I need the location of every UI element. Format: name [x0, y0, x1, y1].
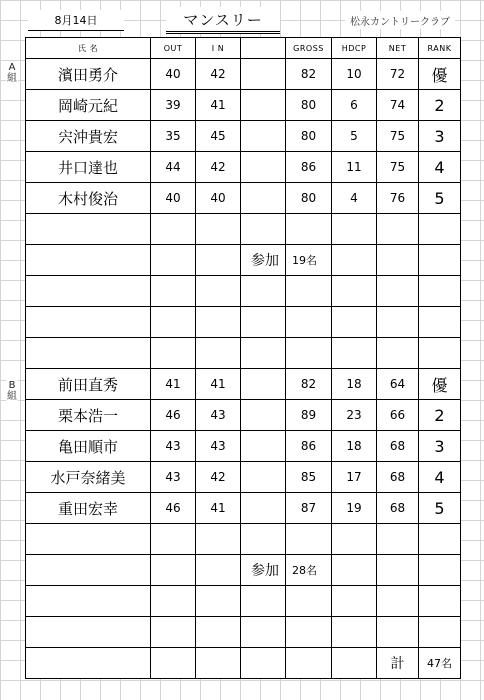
hdcp-value: 5: [332, 121, 377, 152]
empty-row: [26, 524, 461, 555]
col-header-net: NET: [377, 38, 419, 59]
hdcp-value: 18: [332, 369, 377, 400]
rank-value: 優: [419, 59, 461, 90]
empty-row: [26, 617, 461, 648]
player-name: 岡崎元紀: [26, 90, 151, 121]
hdcp-value: 11: [332, 152, 377, 183]
rank-value: 2: [419, 400, 461, 431]
hdcp-value: 6: [332, 90, 377, 121]
participation-count: 19名: [286, 245, 332, 276]
participation-row: [26, 245, 461, 276]
in-score: 41: [196, 369, 241, 400]
gross-score: 89: [286, 400, 332, 431]
table-row: [26, 121, 461, 152]
hdcp-value: 18: [332, 431, 377, 462]
col-header-blank: [241, 38, 286, 59]
page-title: マンスリー: [166, 7, 280, 34]
out-score: 35: [151, 121, 196, 152]
table-row: [26, 90, 461, 121]
out-score: 46: [151, 400, 196, 431]
player-name: 宍沖貴宏: [26, 121, 151, 152]
event-date: 8月14日: [28, 10, 124, 31]
table-row: [26, 152, 461, 183]
player-name: 木村俊治: [26, 183, 151, 214]
player-name: 前田直秀: [26, 369, 151, 400]
hdcp-value: 17: [332, 462, 377, 493]
empty-row: [26, 276, 461, 307]
net-score: 68: [377, 493, 419, 524]
in-score: 43: [196, 431, 241, 462]
total-row: [26, 648, 461, 679]
empty-row: [26, 586, 461, 617]
rank-value: 3: [419, 431, 461, 462]
table-row: [26, 431, 461, 462]
participation-label: 参加: [241, 555, 286, 586]
out-score: 43: [151, 462, 196, 493]
player-name: 井口達也: [26, 152, 151, 183]
out-score: 40: [151, 183, 196, 214]
table-row: [26, 400, 461, 431]
gross-score: 86: [286, 152, 332, 183]
hdcp-value: 10: [332, 59, 377, 90]
group-a-label: A組: [7, 62, 17, 84]
in-score: 45: [196, 121, 241, 152]
out-score: 46: [151, 493, 196, 524]
gross-score: 80: [286, 121, 332, 152]
gross-score: 80: [286, 90, 332, 121]
net-score: 74: [377, 90, 419, 121]
gross-score: 86: [286, 431, 332, 462]
blank-cell: [241, 152, 286, 183]
participation-row: [26, 555, 461, 586]
col-header-out: OUT: [151, 38, 196, 59]
table-row: [26, 59, 461, 90]
table-row: [26, 462, 461, 493]
net-score: 66: [377, 400, 419, 431]
blank-cell: [241, 493, 286, 524]
rank-value: 優: [419, 369, 461, 400]
table-row: [26, 369, 461, 400]
in-score: 42: [196, 462, 241, 493]
in-score: 41: [196, 493, 241, 524]
blank-cell: [241, 369, 286, 400]
out-score: 43: [151, 431, 196, 462]
out-score: 40: [151, 59, 196, 90]
hdcp-value: 4: [332, 183, 377, 214]
rank-value: 2: [419, 90, 461, 121]
blank-cell: [241, 121, 286, 152]
blank-cell: [241, 400, 286, 431]
blank-cell: [241, 183, 286, 214]
player-name: 濱田勇介: [26, 59, 151, 90]
table-row: [26, 183, 461, 214]
participation-count: 28名: [286, 555, 332, 586]
out-score: 39: [151, 90, 196, 121]
hdcp-value: 23: [332, 400, 377, 431]
blank-cell: [241, 90, 286, 121]
table-row: [26, 493, 461, 524]
in-score: 40: [196, 183, 241, 214]
net-score: 68: [377, 431, 419, 462]
rank-value: 3: [419, 121, 461, 152]
gross-score: 82: [286, 59, 332, 90]
results-table: [25, 37, 461, 679]
rank-value: 5: [419, 183, 461, 214]
blank-cell: [241, 431, 286, 462]
rank-value: 5: [419, 493, 461, 524]
player-name: 栗本浩一: [26, 400, 151, 431]
in-score: 41: [196, 90, 241, 121]
player-name: 重田宏幸: [26, 493, 151, 524]
rank-value: 4: [419, 152, 461, 183]
col-header-hdcp: HDCP: [332, 38, 377, 59]
net-score: 75: [377, 152, 419, 183]
blank-cell: [241, 59, 286, 90]
col-header-in: I N: [196, 38, 241, 59]
out-score: 44: [151, 152, 196, 183]
col-header-rank: RANK: [419, 38, 461, 59]
in-score: 42: [196, 152, 241, 183]
net-score: 76: [377, 183, 419, 214]
group-b-label: B組: [7, 380, 17, 402]
net-score: 64: [377, 369, 419, 400]
net-score: 72: [377, 59, 419, 90]
rank-value: 4: [419, 462, 461, 493]
empty-row: [26, 338, 461, 369]
gross-score: 87: [286, 493, 332, 524]
gross-score: 85: [286, 462, 332, 493]
col-header-gross: GROSS: [286, 38, 332, 59]
club-name: 松永カントリークラブ: [345, 11, 455, 29]
blank-cell: [241, 462, 286, 493]
empty-row: [26, 214, 461, 245]
net-score: 75: [377, 121, 419, 152]
col-header-name: 氏 名: [26, 38, 151, 59]
hdcp-value: 19: [332, 493, 377, 524]
header-row: [26, 38, 461, 59]
gross-score: 82: [286, 369, 332, 400]
total-label: 計: [377, 648, 419, 679]
participation-label: 参加: [241, 245, 286, 276]
net-score: 68: [377, 462, 419, 493]
total-count: 47名: [419, 648, 461, 679]
player-name: 水戸奈緒美: [26, 462, 151, 493]
in-score: 43: [196, 400, 241, 431]
gross-score: 80: [286, 183, 332, 214]
empty-row: [26, 307, 461, 338]
player-name: 亀田順市: [26, 431, 151, 462]
out-score: 41: [151, 369, 196, 400]
in-score: 42: [196, 59, 241, 90]
